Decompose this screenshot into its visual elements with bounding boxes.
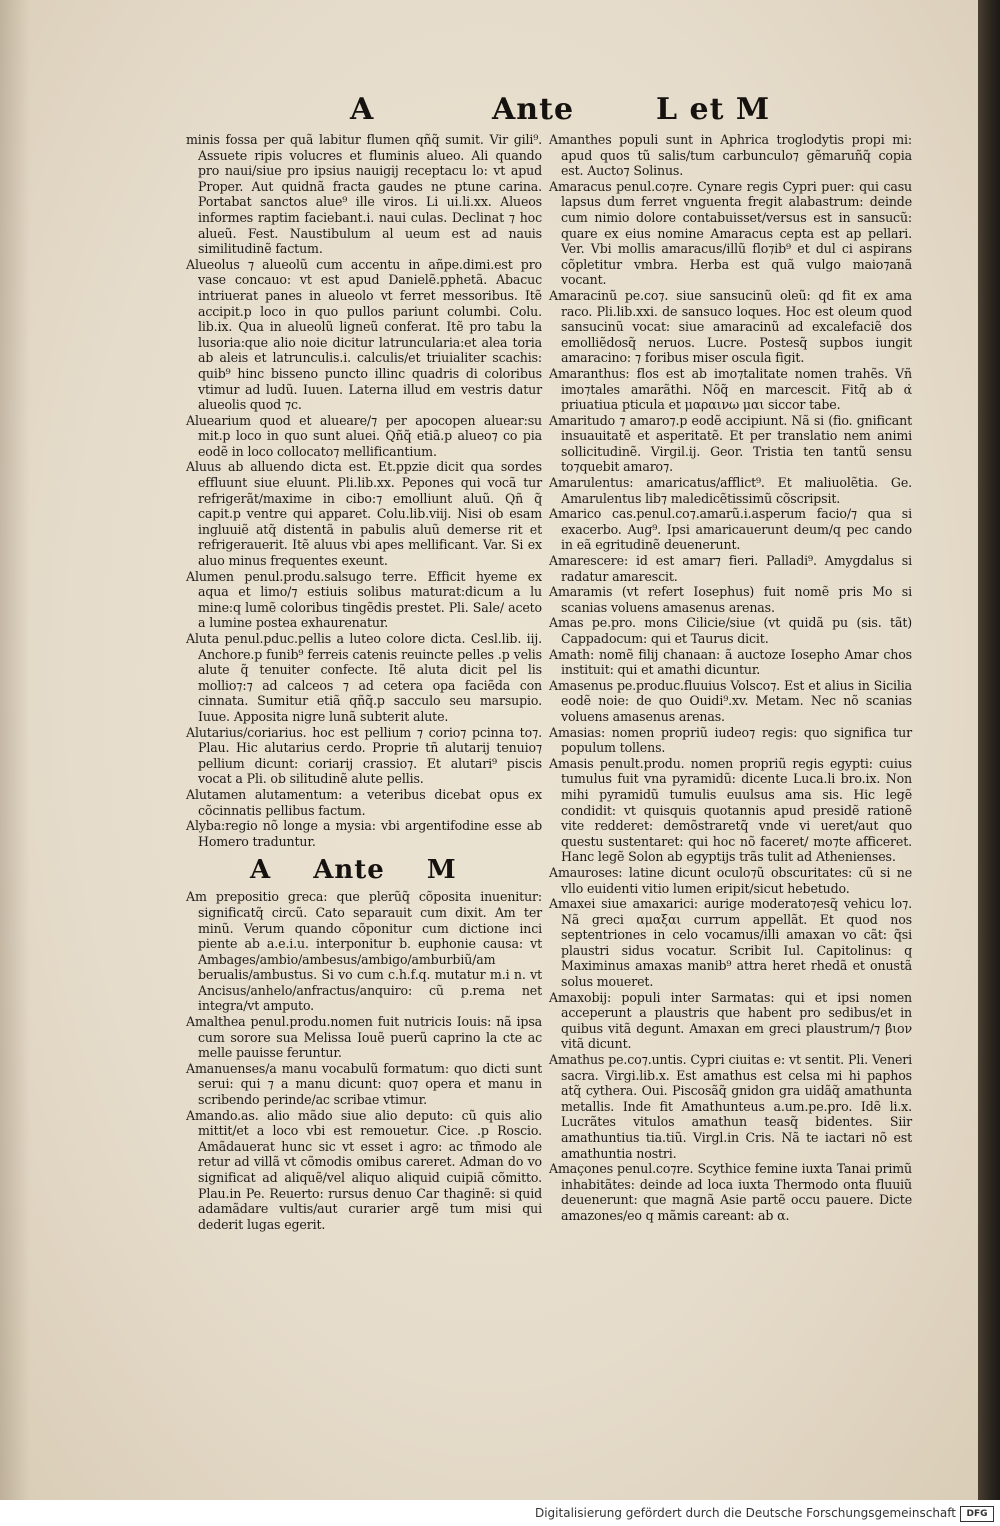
section-heading bbox=[250, 855, 542, 885]
entry: Amando.as. alio mãdo siue alio deputo: cũ quis alio mittit/et a loco vbi est remouetur. Cice. .p Roscio. Amãdauerat hunc sic vt esset i agro: ac tñmodo ale retur ad villã vt cõmodis omibus careret. Adman do vo significat ad aliquẽ/vel aliquo aliquid cuipiã cõmitto. Plau.in Pe. Reuerto: rursus denuo Car thaginẽ: si quid adamãdare vultis/aut curarier argẽ tum misi qui dederit lugas egerit. bbox=[186, 1107, 542, 1232]
entry: Amarescere: id est amar⁊ fieri. Palladi⁹. Amygdalus si radatur amarescit. bbox=[549, 553, 912, 584]
running-head-right: L et M bbox=[656, 92, 771, 127]
footer-bar bbox=[0, 1500, 1000, 1526]
entry: Alumen penul.produ.salsugo terre. Efficit hyeme ex aqua et limo/⁊ estiuis solibus maturat:dicum a lu mine:q lumẽ coloribus tingẽdis prestet. Pli. Sale/ aceto a lumine postea exhaurenatur. bbox=[186, 568, 542, 631]
entry: Amaracus penul.co⁊re. Cynare regis Cypri puer: qui casu lapsus dum ferret vnguenta fregit alabastrum: deinde cum nimio dolore contabuisset/versus est in sansucũ: quare ex eius nomine Amaracus cepta est ap pellari. Ver. Vbi mollis amaracus/illũ flo⁊ib⁹ et dul ci aspirans cõpletitur vmbra. Herba est quã vulgo maio⁊anã vocant. bbox=[549, 178, 912, 288]
entry: Amalthea penul.produ.nomen fuit nutricis Iouis: nã ipsa cum sorore sua Melissa Iouẽ puerũ caprino la cte ac melle pauisse feruntur. bbox=[186, 1014, 542, 1061]
entry: Aluta penul.pduc.pellis a luteo colore dicta. Cesl.lib. iij. Anchore.p funib⁹ ferreis catenis reuincte pelles .p velis alute q̃ tenuiter confecte. Itẽ aluta dicit pel lis mollio⁊:⁊ ad calceos ⁊ ad cetera opa faciẽda con cinnata. Sumitur etiã qñq̃.p sacculo seu marsupio. Iuue. Apposita nigre lunã subterit alute. bbox=[186, 631, 542, 724]
entry: Amaracinũ pe.co⁊. siue sansucinũ oleũ: qd fit ex ama raco. Pli.lib.xxi. de sansuco loques. Hoc est oleum quod sansucinũ vocat: siue amaracinũ ad excalefaciẽ dos emolliẽdosq̃ neruos. Lucre. Postesq̃ supbos iungit amaracino: ⁊ foribus miser oscula figit. bbox=[549, 287, 912, 366]
entry: Amanthes populi sunt in Aphrica troglodytis propi mi: apud quos tũ salis/tum carbunculo⁊ gẽmaruñq̃ copia est. Aucto⁊ Solinus. bbox=[549, 132, 912, 179]
entry: Amathus pe.co⁊.untis. Cypri ciuitas e: vt sentit. Pli. Veneri sacra. Virgi.lib.x. Est amathus est celsa mi hi paphos atq̃ cythera. Oui. Piscosãq̃ gnidon gra uidãq̃ amathunta metallis. Inde fit Amathunteus a.um.pe.pro. Idẽ li.x. Lucrãtes vitulos amathun teasq̃ bidentes. Siir amathuntius tia.tiũ. Virgl.in Cris. Nã te iactari nõ est amathuntia nostri. bbox=[549, 1052, 912, 1161]
entry: Amasis penult.produ. nomen propriũ regis egypti: cuius tumulus fuit vna pyramidũ: dicente Luca.li bro.ix. Non mihi pyramidũ tumulis euulsus ama sis. Hic legẽ condidit: vt quisquis quotannis apud presidẽ rationẽ vite redderet: demõstraretq̃ vnde vi ueret/aut quo questu sustentaret: qui hoc nõ faceret/ mo⁊te afficeret. Hanc legẽ Solon ab egyptijs trãs tulit ad Athenienses. bbox=[549, 755, 912, 865]
entry: Amaxei siue amaxarici: aurige moderato⁊esq̃ vehicu lo⁊. Nã greci αμαξαι currum appellãt. Et quod nos septentriones in celo vocamus/illi amaxan vo cãt: q̃si plaustri sidus vocatur. Scribit Iul. Capitolinus: q Maximinus amaxas manib⁹ attra heret rhedã et onustã solus moueret. bbox=[549, 896, 912, 990]
entry: Amath: nomẽ filij chanaan: ã auctoze Iosepho Amar chos instituit: qui et amathi dicuntur. bbox=[549, 646, 912, 678]
entry: Amaritudo ⁊ amaro⁊.p eodẽ accipiunt. Nã si (fio. gnificant insuauitatẽ et asperitatẽ. Et per translatio nem animi sollicitudinẽ. Virgil.ij. Geor. Tristia ten tantũ sensu to⁊quebit amaro⁊. bbox=[549, 412, 912, 475]
running-head-center: Ante bbox=[492, 92, 575, 127]
entry: Amaramis (vt refert Iosephus) fuit nomẽ pris Mo si scanias voluens amasenus arenas. bbox=[549, 584, 912, 615]
entry: Amaranthus: flos est ab imo⁊talitate nomen trahẽs. Vñ imo⁊tales amarãthi. Nõq̃ en marcescit. Fitq̃ ab α̇ priuatiua pticula et μαραινω μαι siccor tabe. bbox=[549, 365, 912, 413]
entry: Amaxobij: populi inter Sarmatas: qui et ipsi nomen acceperunt a plaustris que habent pro sedibus/et in quibus vitã degunt. Amaxan em greci plaustrum/⁊ βιον vitã dicunt. bbox=[549, 989, 912, 1052]
section-heading-left: A bbox=[250, 855, 272, 886]
entry: Alutamen alutamentum: a veteribus dicebat opus ex cõcinnatis pellibus factum. bbox=[186, 786, 542, 818]
entry: Amanuenses/a manu vocabulũ formatum: quo dicti sunt serui: qui ⁊ a manu dicunt: quo⁊ opera et manu in scribendo perinde/ac scribae vtimur. bbox=[186, 1060, 542, 1108]
dfg-logo-icon: DFG bbox=[960, 1506, 994, 1522]
section-heading-center: Ante bbox=[313, 855, 385, 886]
entry: minis fossa per quã labitur flumen qñq̃ sumit. Vir gili⁹. Assuete ripis volucres et fluminis alueo. Ali quando pro naui/siue pro ipsius nauigij receptacu lo: vt apud Proper. Aut quidnã fracta gaudes ne ptune carina. Portabat sanctos alue⁹ ille viros. Li ui.li.xx. Alueos informes raptim faciebant.i. naui culas. Declinat ⁊ hoc alueũ. Fest. Naustibulum al ueum est ad nauis similitudinẽ factum. bbox=[186, 132, 542, 257]
entry: Amasenus pe.produc.fluuius Volsco⁊. Est et alius in Sicilia eodẽ noie: de quo Ouidi⁹.xv. Metam. Nec nõ scanias voluens amasenus arenas. bbox=[549, 677, 912, 724]
entry: Amasias: nomen propriũ iudeo⁊ regis: quo significa tur populum tollens. bbox=[549, 724, 912, 756]
entry: Alyba:regio nõ longe a mysia: vbi argentifodine esse ab Homero traduntur. bbox=[186, 818, 542, 849]
left-column bbox=[186, 132, 542, 1232]
entry: Amarulentus: amaricatus/afflict⁹. Et maliuolẽtia. Ge. Amarulentus lib⁊ maledicẽtissimũ cõscripsit. bbox=[549, 475, 912, 506]
page-edge-shadow bbox=[978, 0, 1000, 1500]
entry: Aluus ab alluendo dicta est. Et.ppzie dicit qua sordes effluunt siue eluunt. Pli.lib.xx. Pepones qui vocã tur refrigerãt/maxime in cibo:⁊ emolliunt aluũ. Qñ q̃ capit.p ventre qui apparet. Colu.lib.viij. Nisi ob esam ingluuiẽ atq̃ distentã in pabulis aluũ demerse rit et refrigerauerit. Itẽ aluus vbi apes mellificant. Var. Si ex aluo minus frequentes exeunt. bbox=[186, 459, 542, 569]
section-heading-right: M bbox=[426, 855, 457, 886]
entry: Aluearium quod et alueare/⁊ per apocopen aluear:su mit.p loco in quo sunt aluei. Qñq̃ etiã.p alueo⁊ co pia eodẽ in loco collocato⁊ mellificantium. bbox=[186, 412, 542, 459]
entry: Amauroses: latine dicunt oculo⁊ũ obscuritates: cũ si ne vllo euidenti vitio lumen eripit/sicut hebetudo. bbox=[549, 864, 912, 896]
entry: Amas pe.pro. mons Cilicie/siue (vt quidã pu (sis. tãt) Cappadocum: qui et Taurus dicit. bbox=[549, 615, 912, 646]
entry: Amarico cas.penul.co⁊.amarũ.i.asperum facio/⁊ qua si exacerbo. Aug⁹. Ipsi amaricauerunt deum/q pec cando in eã egritudinẽ deuenerunt. bbox=[549, 506, 912, 553]
entry: Amaçones penul.co⁊re. Scythice femine iuxta Tanai primũ inhabitãtes: deinde ad loca iuxta Thermodo onta fluuiũ deuenerunt: que magnã Asie partẽ occu pauere. Dicte amazones/eo q mãmis careant: ab α. bbox=[549, 1161, 912, 1223]
running-head-left: A bbox=[350, 92, 375, 127]
entry: Alueolus ⁊ alueolũ cum accentu in añpe.dimi.est pro vase concauo: vt est apud Danielẽ.pphetã. Abacuc intriuerat panes in alueolo vt ferret messoribus. Itẽ accipit.p loco in quo pullos pariunt columbi. Colu. lib.ix. Qua in alueolũ ligneũ conferat. Itẽ pro tabu la lusoria:que alio noie dicitur latruncularia:et alea toria ab aleis et latrunculis.i. calculis/et triuialiter scachis: quib⁹ hinc bisseno puncto illinc quadris di coloribus vtimur ad ludũ. Iuuen. Laterna illud em vestris datur alueolis quod ⁊c. bbox=[186, 256, 542, 413]
entry: Am prepositio greca: que plerũq̃ cõposita inuenitur: significatq̃ circũ. Cato separauit cum dixit. Am ter minũ. Verum quando cõponitur cum dictione inci piente ab a.e.i.u. interponitur b. euphonie causa: vt Ambages/ambio/ambesus/ambigo/amburbiũ/am berualis/ambustus. Si vo cum c.h.f.q. mutatur m.i n. vt Ancisus/anhelo/anfractus/anquiro: cũ p.rema net integra/vt amputo. bbox=[186, 889, 542, 1014]
entry: Alutarius/coriarius. hoc est pellium ⁊ corio⁊ pcinna to⁊. Plau. Hic alutarius cerdo. Proprie tñ alutarij tenuio⁊ pellium dicunt: coriarij crassio⁊. Et alutari⁹ piscis vocat a Pli. ob silitudinẽ alute pellis. bbox=[186, 724, 542, 787]
footer-credit: Digitalisierung gefördert durch die Deutsche Forschungsgemeinschaft bbox=[534, 1506, 956, 1520]
right-column bbox=[549, 132, 912, 1224]
